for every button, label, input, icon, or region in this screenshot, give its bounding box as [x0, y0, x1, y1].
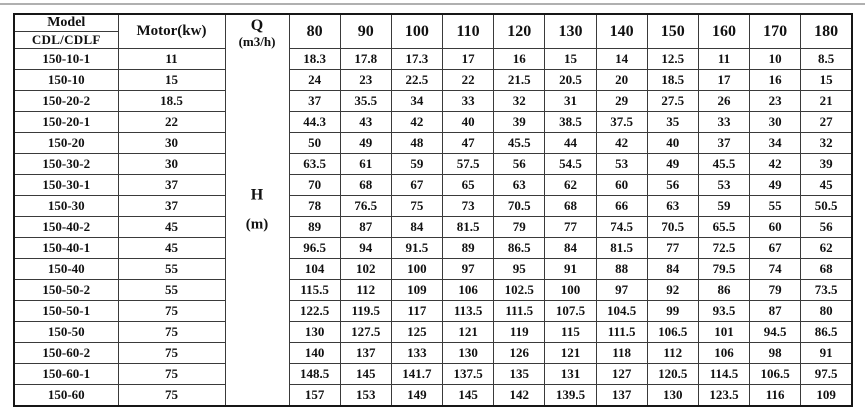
head-value-cell: 63.5	[289, 154, 340, 175]
head-value-cell: 68	[340, 175, 391, 196]
head-value-cell: 18.3	[289, 49, 340, 70]
head-value-cell: 153	[340, 385, 391, 406]
head-value-cell: 89	[443, 238, 494, 259]
head-value-cell: 68	[801, 259, 852, 280]
head-value-cell: 135	[494, 364, 545, 385]
head-value-cell: 37	[698, 133, 749, 154]
head-value-cell: 131	[545, 364, 596, 385]
head-value-cell: 125	[391, 322, 442, 343]
head-value-cell: 45.5	[698, 154, 749, 175]
head-value-cell: 111.5	[596, 322, 647, 343]
head-value-cell: 106.5	[647, 322, 698, 343]
head-value-cell: 62	[801, 238, 852, 259]
head-value-cell: 133	[391, 343, 442, 364]
head-value-cell: 73	[443, 196, 494, 217]
flow-value-header: 170	[750, 14, 801, 49]
head-value-cell: 60	[750, 217, 801, 238]
table-row	[14, 112, 852, 133]
table-row	[14, 301, 852, 322]
head-value-cell: 86.5	[494, 238, 545, 259]
motor-cell: 75	[118, 322, 225, 343]
head-value-cell: 65.5	[698, 217, 749, 238]
head-value-cell: 49	[647, 154, 698, 175]
table-row	[14, 133, 852, 154]
flow-value-header: 160	[698, 14, 749, 49]
motor-cell: 15	[118, 70, 225, 91]
head-value-cell: 145	[340, 364, 391, 385]
motor-cell: 75	[118, 301, 225, 322]
motor-cell: 75	[118, 364, 225, 385]
head-value-cell: 14	[596, 49, 647, 70]
head-value-cell: 126	[494, 343, 545, 364]
head-value-cell: 17.8	[340, 49, 391, 70]
motor-cell: 75	[118, 343, 225, 364]
head-value-cell: 100	[391, 259, 442, 280]
head-value-cell: 40	[647, 133, 698, 154]
head-value-cell: 97	[596, 280, 647, 301]
head-value-cell: 56	[647, 175, 698, 196]
head-value-cell: 84	[545, 238, 596, 259]
motor-cell: 45	[118, 238, 225, 259]
head-value-cell: 55	[750, 196, 801, 217]
head-value-cell: 63	[647, 196, 698, 217]
table-row	[14, 70, 852, 91]
head-value-cell: 56	[801, 217, 852, 238]
head-value-cell: 77	[647, 238, 698, 259]
head-value-cell: 23	[340, 70, 391, 91]
flow-value-header: 100	[391, 14, 442, 49]
head-value-cell: 27	[801, 112, 852, 133]
head-value-cell: 30	[750, 112, 801, 133]
head-value-cell: 60	[596, 175, 647, 196]
head-value-cell: 145	[443, 385, 494, 406]
head-value-cell: 88	[596, 259, 647, 280]
head-value-cell: 140	[289, 343, 340, 364]
head-value-cell: 49	[340, 133, 391, 154]
head-value-cell: 97.5	[801, 364, 852, 385]
head-value-cell: 75	[391, 196, 442, 217]
head-value-cell: 81.5	[596, 238, 647, 259]
head-value-cell: 70	[289, 175, 340, 196]
head-value-cell: 114.5	[698, 364, 749, 385]
head-value-cell: 20	[596, 70, 647, 91]
head-value-cell: 98	[750, 343, 801, 364]
head-value-cell: 45	[801, 175, 852, 196]
head-value-cell: 53	[596, 154, 647, 175]
head-value-cell: 142	[494, 385, 545, 406]
head-value-cell: 115	[545, 322, 596, 343]
head-value-cell: 80	[801, 301, 852, 322]
model-subheader: CDL/CDLF	[14, 32, 118, 49]
flow-value-header: 130	[545, 14, 596, 49]
head-value-cell: 70.5	[494, 196, 545, 217]
head-value-cell: 67	[391, 175, 442, 196]
model-cell: 150-50-1	[14, 301, 118, 322]
head-value-cell: 123.5	[698, 385, 749, 406]
head-value-cell: 137	[340, 343, 391, 364]
head-value-cell: 112	[647, 343, 698, 364]
head-value-cell: 33	[443, 91, 494, 112]
motor-cell: 37	[118, 175, 225, 196]
table-row	[14, 364, 852, 385]
table-row	[14, 259, 852, 280]
head-value-cell: 63	[494, 175, 545, 196]
model-cell: 150-20-2	[14, 91, 118, 112]
model-cell: 150-30	[14, 196, 118, 217]
head-value-cell: 104	[289, 259, 340, 280]
head-value-cell: 89	[289, 217, 340, 238]
motor-header: Motor(kw)	[118, 14, 225, 49]
head-value-cell: 157	[289, 385, 340, 406]
head-value-cell: 35.5	[340, 91, 391, 112]
head-unit: (m)	[245, 216, 269, 233]
model-cell: 150-30-2	[14, 154, 118, 175]
head-value-cell: 49	[750, 175, 801, 196]
head-value-cell: 34	[750, 133, 801, 154]
flow-value-header: 150	[647, 14, 698, 49]
head-value-cell: 37.5	[596, 112, 647, 133]
head-value-cell: 17.3	[391, 49, 442, 70]
head-value-cell: 101	[698, 322, 749, 343]
head-value-cell: 77	[545, 217, 596, 238]
head-value-cell: 53	[698, 175, 749, 196]
head-value-cell: 39	[494, 112, 545, 133]
head-value-cell: 42	[596, 133, 647, 154]
head-value-cell: 54.5	[545, 154, 596, 175]
head-value-cell: 68	[545, 196, 596, 217]
head-value-cell: 94.5	[750, 322, 801, 343]
head-value-cell: 109	[391, 280, 442, 301]
head-value-cell: 79.5	[698, 259, 749, 280]
head-value-cell: 37	[289, 91, 340, 112]
head-value-cell: 57.5	[443, 154, 494, 175]
head-value-cell: 21.5	[494, 70, 545, 91]
flow-value-header: 80	[289, 14, 340, 49]
head-value-cell: 76.5	[340, 196, 391, 217]
motor-cell: 55	[118, 280, 225, 301]
head-value-cell: 81.5	[443, 217, 494, 238]
head-value-cell: 20.5	[545, 70, 596, 91]
head-axis-label	[226, 186, 289, 233]
head-value-cell: 35	[647, 112, 698, 133]
head-value-cell: 8.5	[801, 49, 852, 70]
flow-head-axis-column	[225, 14, 289, 406]
head-value-cell: 94	[340, 238, 391, 259]
flow-value-header: 140	[596, 14, 647, 49]
head-value-cell: 50.5	[801, 196, 852, 217]
model-cell: 150-10	[14, 70, 118, 91]
motor-cell: 30	[118, 154, 225, 175]
head-value-cell: 109	[801, 385, 852, 406]
head-value-cell: 102	[340, 259, 391, 280]
head-value-cell: 16	[750, 70, 801, 91]
head-value-cell: 34	[391, 91, 442, 112]
motor-cell: 30	[118, 133, 225, 154]
head-value-cell: 32	[494, 91, 545, 112]
head-value-cell: 10	[750, 49, 801, 70]
head-value-cell: 148.5	[289, 364, 340, 385]
head-value-cell: 17	[443, 49, 494, 70]
flow-value-header: 180	[801, 14, 852, 49]
head-value-cell: 100	[545, 280, 596, 301]
head-value-cell: 120.5	[647, 364, 698, 385]
head-value-cell: 74	[750, 259, 801, 280]
head-value-cell: 106	[698, 343, 749, 364]
head-value-cell: 121	[545, 343, 596, 364]
head-value-cell: 73.5	[801, 280, 852, 301]
head-value-cell: 47	[443, 133, 494, 154]
model-cell: 150-10-1	[14, 49, 118, 70]
head-value-cell: 38.5	[545, 112, 596, 133]
model-cell: 150-60-2	[14, 343, 118, 364]
head-value-cell: 106	[443, 280, 494, 301]
table-row	[14, 238, 852, 259]
head-value-cell: 67	[750, 238, 801, 259]
head-value-cell: 99	[647, 301, 698, 322]
model-cell: 150-40	[14, 259, 118, 280]
flow-value-header: 120	[494, 14, 545, 49]
head-value-cell: 65	[443, 175, 494, 196]
head-value-cell: 104.5	[596, 301, 647, 322]
head-value-cell: 43	[340, 112, 391, 133]
head-value-cell: 113.5	[443, 301, 494, 322]
head-value-cell: 62	[545, 175, 596, 196]
flow-unit: (m3/h)	[238, 34, 276, 50]
head-value-cell: 87	[750, 301, 801, 322]
head-value-cell: 42	[391, 112, 442, 133]
head-value-cell: 137.5	[443, 364, 494, 385]
head-value-cell: 139.5	[545, 385, 596, 406]
head-value-cell: 79	[494, 217, 545, 238]
head-value-cell: 102.5	[494, 280, 545, 301]
model-cell: 150-50	[14, 322, 118, 343]
head-value-cell: 50	[289, 133, 340, 154]
head-value-cell: 95	[494, 259, 545, 280]
head-value-cell: 127	[596, 364, 647, 385]
head-value-cell: 24	[289, 70, 340, 91]
flow-symbol: Q	[250, 17, 264, 34]
head-value-cell: 31	[545, 91, 596, 112]
head-value-cell: 84	[391, 217, 442, 238]
motor-cell: 22	[118, 112, 225, 133]
model-cell: 150-60-1	[14, 364, 118, 385]
table-row	[14, 175, 852, 196]
head-value-cell: 74.5	[596, 217, 647, 238]
table-row	[14, 91, 852, 112]
head-value-cell: 111.5	[494, 301, 545, 322]
head-value-cell: 22.5	[391, 70, 442, 91]
head-value-cell: 22	[443, 70, 494, 91]
head-value-cell: 86	[698, 280, 749, 301]
head-value-cell: 48	[391, 133, 442, 154]
head-value-cell: 86.5	[801, 322, 852, 343]
model-header: Model	[14, 14, 118, 32]
page-top-rule	[0, 3, 865, 5]
head-value-cell: 78	[289, 196, 340, 217]
pump-performance-table	[13, 13, 853, 407]
head-value-cell: 91	[545, 259, 596, 280]
head-value-cell: 97	[443, 259, 494, 280]
head-value-cell: 130	[289, 322, 340, 343]
head-value-cell: 93.5	[698, 301, 749, 322]
head-value-cell: 42	[750, 154, 801, 175]
model-cell: 150-20	[14, 133, 118, 154]
motor-cell: 37	[118, 196, 225, 217]
head-value-cell: 107.5	[545, 301, 596, 322]
head-value-cell: 44	[545, 133, 596, 154]
head-value-cell: 44.3	[289, 112, 340, 133]
head-value-cell: 91.5	[391, 238, 442, 259]
motor-cell: 75	[118, 385, 225, 406]
flow-value-header: 90	[340, 14, 391, 49]
head-value-cell: 115.5	[289, 280, 340, 301]
head-value-cell: 137	[596, 385, 647, 406]
head-value-cell: 33	[698, 112, 749, 133]
head-value-cell: 21	[801, 91, 852, 112]
head-value-cell: 84	[647, 259, 698, 280]
head-value-cell: 121	[443, 322, 494, 343]
head-value-cell: 119.5	[340, 301, 391, 322]
table-row	[14, 385, 852, 406]
head-value-cell: 12.5	[647, 49, 698, 70]
head-value-cell: 66	[596, 196, 647, 217]
table-row	[14, 322, 852, 343]
head-value-cell: 11	[698, 49, 749, 70]
model-cell: 150-40-1	[14, 238, 118, 259]
head-value-cell: 96.5	[289, 238, 340, 259]
head-value-cell: 141.7	[391, 364, 442, 385]
motor-cell: 45	[118, 217, 225, 238]
head-value-cell: 39	[801, 154, 852, 175]
flow-value-header: 110	[443, 14, 494, 49]
head-value-cell: 17	[698, 70, 749, 91]
head-symbol: H	[250, 186, 264, 204]
head-value-cell: 92	[647, 280, 698, 301]
head-value-cell: 122.5	[289, 301, 340, 322]
model-cell: 150-50-2	[14, 280, 118, 301]
head-value-cell: 130	[443, 343, 494, 364]
table-body	[14, 14, 852, 406]
head-value-cell: 56	[494, 154, 545, 175]
table-row	[14, 217, 852, 238]
head-value-cell: 127.5	[340, 322, 391, 343]
motor-cell: 18.5	[118, 91, 225, 112]
head-value-cell: 106.5	[750, 364, 801, 385]
head-value-cell: 15	[801, 70, 852, 91]
head-value-cell: 149	[391, 385, 442, 406]
motor-cell: 11	[118, 49, 225, 70]
head-value-cell: 59	[698, 196, 749, 217]
table-row	[14, 154, 852, 175]
head-value-cell: 23	[750, 91, 801, 112]
model-cell: 150-40-2	[14, 217, 118, 238]
head-value-cell: 18.5	[647, 70, 698, 91]
head-value-cell: 87	[340, 217, 391, 238]
head-value-cell: 15	[545, 49, 596, 70]
head-value-cell: 61	[340, 154, 391, 175]
head-value-cell: 91	[801, 343, 852, 364]
head-value-cell: 117	[391, 301, 442, 322]
model-cell: 150-60	[14, 385, 118, 406]
model-cell: 150-20-1	[14, 112, 118, 133]
table-row	[14, 196, 852, 217]
table-row	[14, 280, 852, 301]
head-value-cell: 59	[391, 154, 442, 175]
head-value-cell: 16	[494, 49, 545, 70]
head-value-cell: 72.5	[698, 238, 749, 259]
head-value-cell: 119	[494, 322, 545, 343]
flow-axis-label	[226, 17, 289, 50]
motor-cell: 55	[118, 259, 225, 280]
head-value-cell: 130	[647, 385, 698, 406]
head-value-cell: 27.5	[647, 91, 698, 112]
head-value-cell: 70.5	[647, 217, 698, 238]
head-value-cell: 118	[596, 343, 647, 364]
head-value-cell: 26	[698, 91, 749, 112]
header-row	[14, 14, 852, 32]
head-value-cell: 116	[750, 385, 801, 406]
model-cell: 150-30-1	[14, 175, 118, 196]
head-value-cell: 112	[340, 280, 391, 301]
head-value-cell: 79	[750, 280, 801, 301]
table-row	[14, 343, 852, 364]
table-row	[14, 49, 852, 70]
head-value-cell: 40	[443, 112, 494, 133]
head-value-cell: 32	[801, 133, 852, 154]
head-value-cell: 29	[596, 91, 647, 112]
head-value-cell: 45.5	[494, 133, 545, 154]
